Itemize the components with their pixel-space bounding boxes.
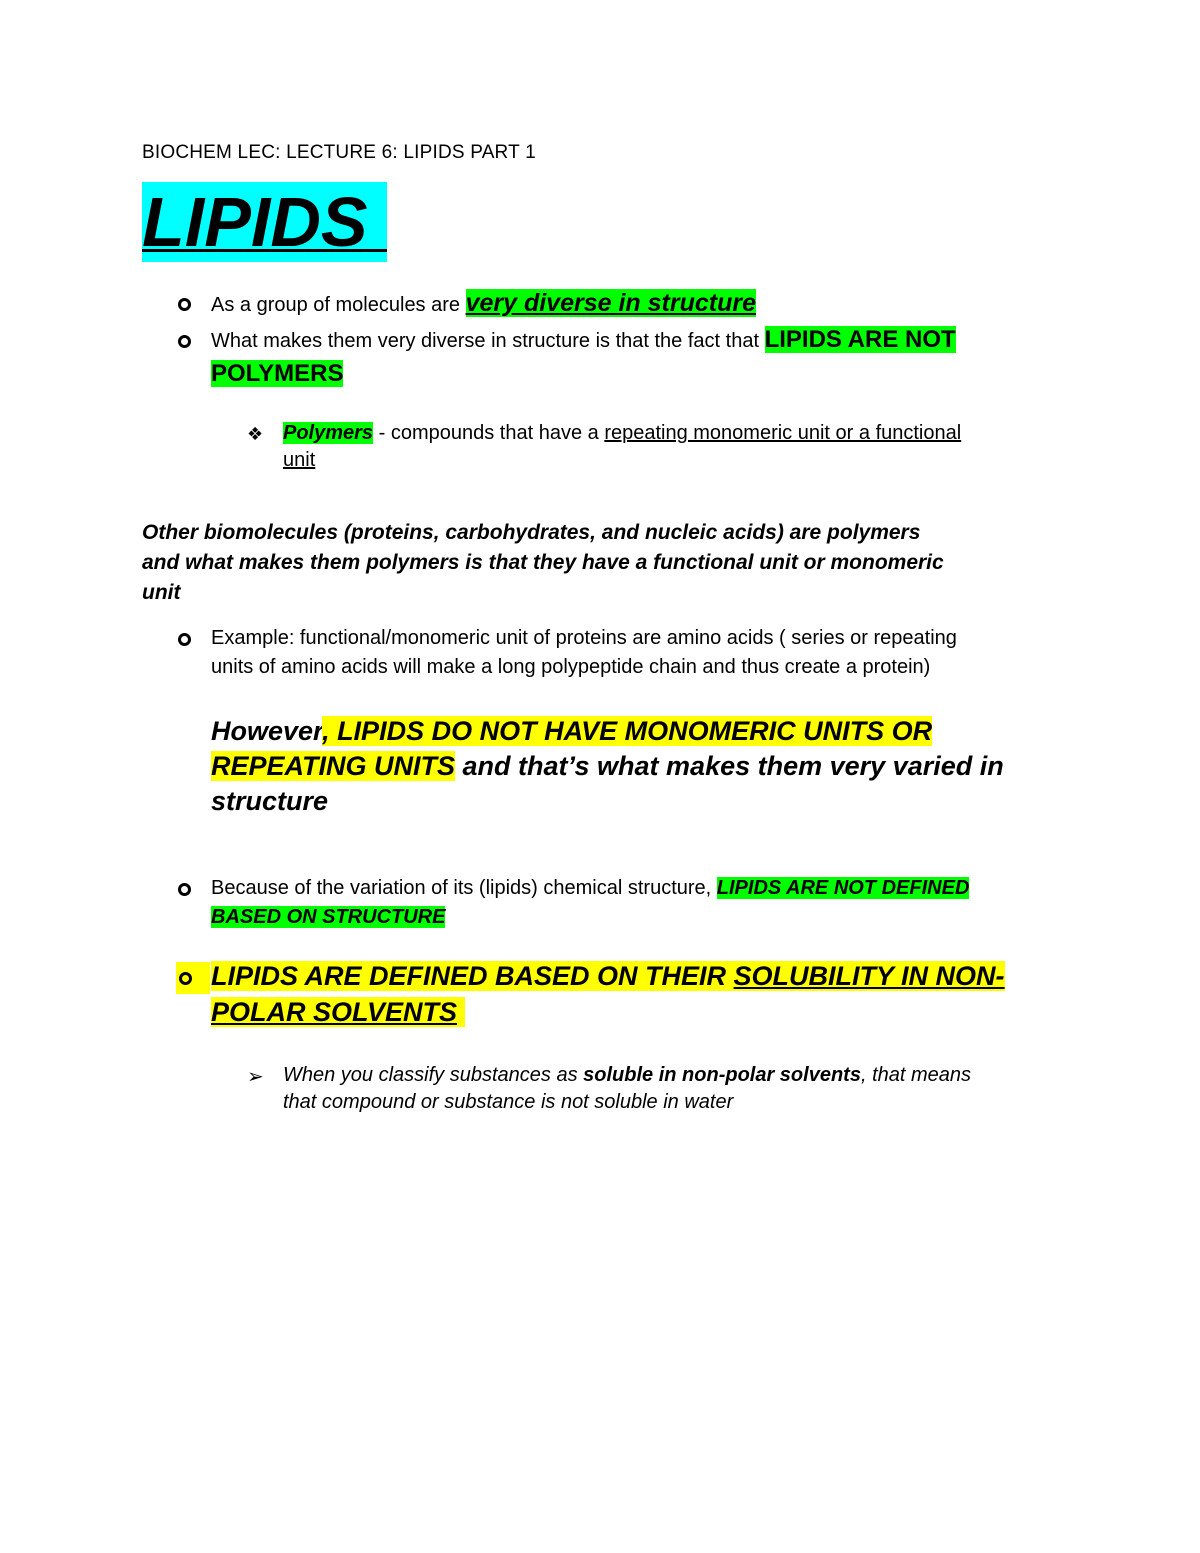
- variation-paragraph: [211, 874, 969, 902]
- defined-text: LIPIDS ARE DEFINED BASED ON THEIR: [211, 961, 734, 991]
- polymers-definition: [283, 419, 961, 447]
- defined-paragraph: [211, 958, 1005, 1030]
- bullet-not-polymers-text: What makes them very diverse in structure is that the fact that: [211, 330, 765, 352]
- example-paragraph: [211, 624, 957, 682]
- bullet-not-polymers: [211, 326, 956, 355]
- variation-highlight-1: LIPIDS ARE NOT DEFINED: [716, 877, 970, 899]
- diamond-star-icon: ❖: [247, 424, 264, 444]
- however-rest: and that’s what makes them very varied in: [455, 751, 1004, 781]
- other-biomolecules-paragraph: [142, 518, 944, 608]
- circle-o-icon: [178, 298, 191, 311]
- polymers-term: Polymers: [283, 422, 374, 444]
- page-title: LIPIDS: [142, 183, 388, 261]
- defined-bullet-highlight: [176, 962, 210, 994]
- title-highlight: [142, 182, 387, 262]
- circle-o-icon: [178, 633, 191, 646]
- solubility-suffix: , that means: [860, 1064, 972, 1086]
- circle-o-icon: [179, 972, 192, 985]
- polymers-underlined-1: repeating monomeric unit or a functional: [604, 422, 962, 444]
- example-line1: Example: functional/monomeric unit of proteins are amino acids ( series or repeating: [211, 627, 957, 649]
- defined-underlined-1: SOLUBILITY IN NON-: [733, 961, 1005, 991]
- arrow-right-icon: ➢: [247, 1066, 264, 1088]
- other-biomolecules-line1: Other biomolecules (proteins, carbohydrates, and nucleic acids) are polymers: [142, 521, 921, 544]
- defined-line1: [211, 958, 1005, 994]
- highlight-diverse: very diverse in structure: [465, 289, 757, 317]
- variation-text: Because of the variation of its (lipids) chemical structure,: [211, 877, 717, 899]
- highlight-not-polymers-1: LIPIDS ARE NOT: [764, 326, 956, 353]
- solubility-line2: that compound or substance is not soluble in water: [283, 1091, 734, 1113]
- defined-tail: [457, 997, 465, 1027]
- document-header: BIOCHEM LEC: LECTURE 6: LIPIDS PART 1: [142, 142, 536, 163]
- however-highlight-1: , LIPIDS DO NOT HAVE MONOMERIC UNITS OR: [322, 716, 933, 746]
- highlight-not-polymers-2: POLYMERS: [211, 360, 344, 387]
- circle-o-icon: [178, 335, 191, 348]
- bullet-not-polymers-line2: [211, 360, 343, 389]
- bullet-diverse-text: As a group of molecules are: [211, 294, 466, 316]
- polymers-definition-line2: [283, 446, 315, 474]
- defined-line2: [211, 994, 1005, 1030]
- solubility-line1: [283, 1062, 971, 1089]
- solubility-note: [283, 1062, 971, 1116]
- however-line2: [211, 749, 1004, 784]
- however-highlight-2: REPEATING UNITS: [211, 751, 456, 781]
- polymers-underlined-2: unit: [283, 449, 316, 471]
- however-line3: structure: [211, 786, 329, 816]
- variation-paragraph-line2: [211, 903, 445, 931]
- other-biomolecules-line2: and what makes them polymers is that they have a functional unit or monomeric: [142, 551, 944, 574]
- however-line1: [211, 714, 1004, 749]
- however-start: However: [211, 716, 323, 746]
- solubility-bold: soluble in non-polar solvents: [583, 1064, 861, 1086]
- bullet-diverse: [211, 289, 756, 319]
- solubility-prefix: When you classify substances as: [283, 1064, 584, 1086]
- circle-o-icon: [178, 883, 191, 896]
- example-line2: units of amino acids will make a long polypeptide chain and thus create a protein): [211, 656, 931, 678]
- variation-highlight-2: BASED ON STRUCTURE: [211, 906, 446, 928]
- other-biomolecules-line3: unit: [142, 581, 181, 604]
- polymers-dash-text: - compounds that have a: [373, 422, 605, 444]
- however-paragraph: [211, 714, 1004, 819]
- defined-underlined-2: POLAR SOLVENTS: [211, 997, 458, 1027]
